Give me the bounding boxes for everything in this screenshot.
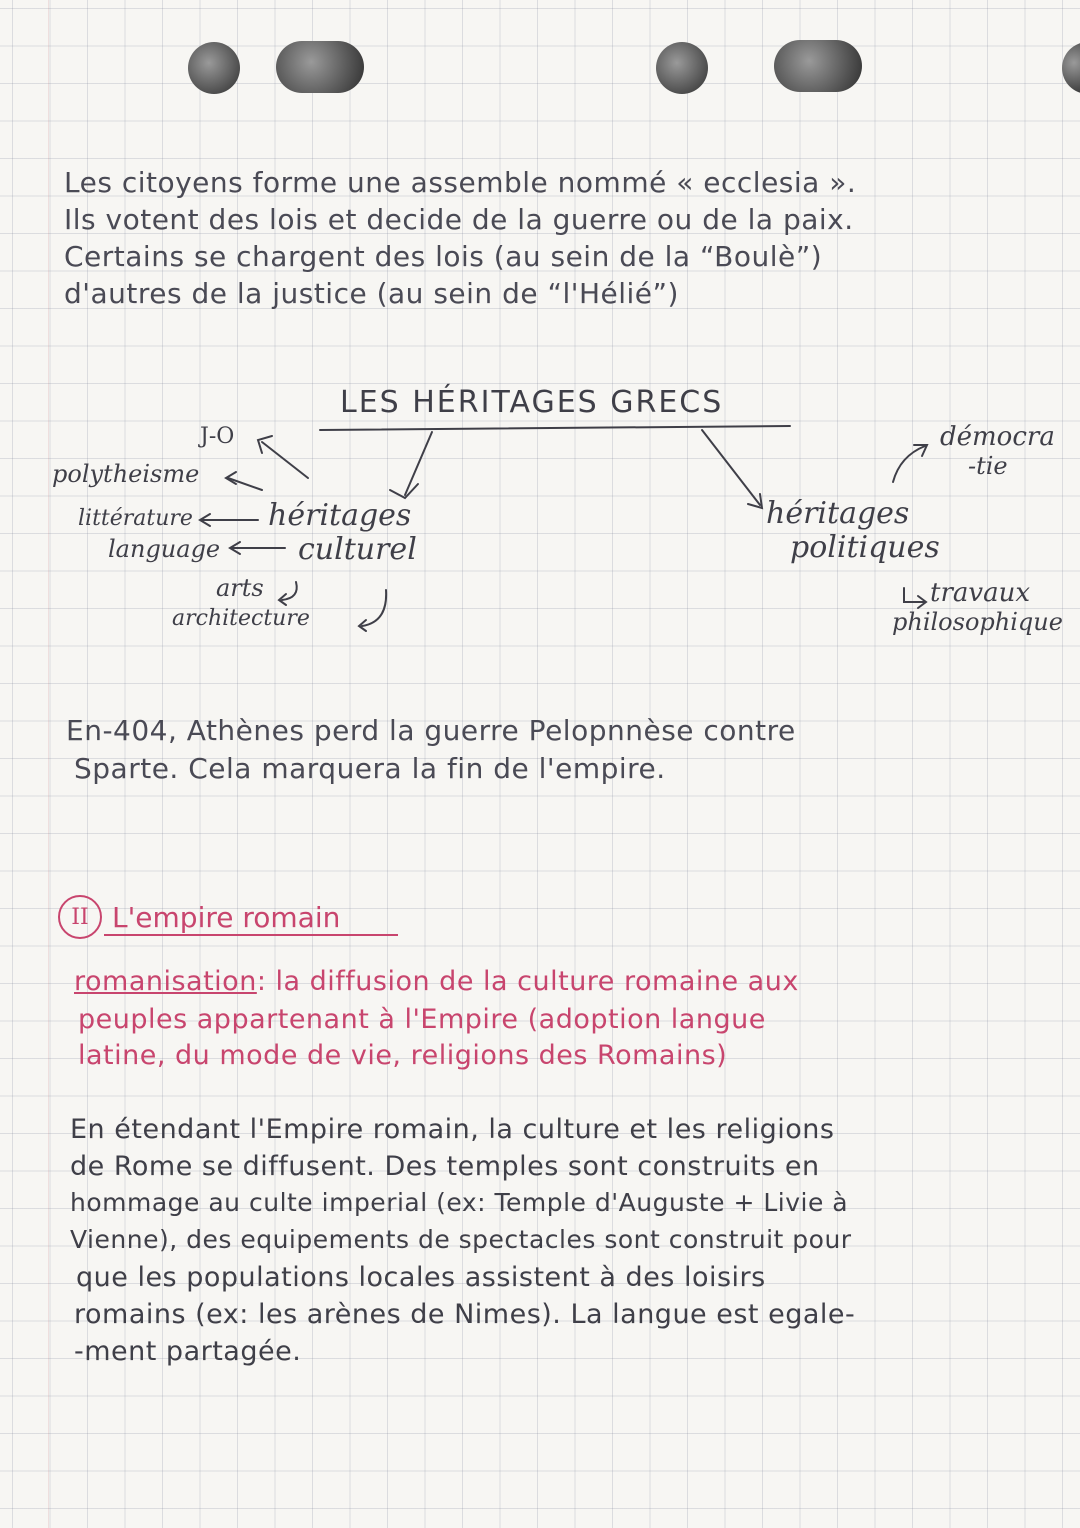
definition-text: : la diffusion de la culture romaine aux [256, 966, 799, 997]
athens-line: En-404, Athènes perd la guerre Pelopnnèse contre [66, 714, 796, 747]
roman-line: hommage au culte imperial (ex: Temple d'Auguste + Livie à [70, 1188, 849, 1217]
item-philosophique: philosophique [892, 608, 1063, 636]
roman-line: Vienne), des equipements de spectacles sont construit pour [70, 1225, 852, 1254]
political-heritage-label: héritages [766, 496, 910, 531]
roman-line: En étendant l'Empire romain, la culture et les religions [70, 1114, 835, 1145]
section-heading [58, 895, 340, 939]
cultural-heritage-label: culturel [298, 532, 417, 567]
roman-line: que les populations locales assistent à des loisirs [76, 1262, 766, 1293]
definition-term: romanisation [74, 966, 257, 997]
intro-line: Les citoyens forme une assemble nommé « ecclesia ». [64, 166, 857, 199]
item-democratie: démocra [940, 422, 1055, 452]
definition-line: latine, du mode de vie, religions des Romains) [78, 1040, 728, 1071]
item-travaux: travaux [930, 578, 1030, 608]
item-architecture: architecture [172, 606, 310, 631]
section-title-underline [104, 934, 398, 936]
mindmap-title: LES HÉRITAGES GRECS [340, 385, 724, 420]
definition-line [74, 966, 799, 997]
section-numeral: II [58, 895, 102, 939]
item-arts: arts [216, 574, 264, 602]
item-litterature: littérature [78, 506, 193, 531]
intro-line: d'autres de la justice (au sein de “l'Hélié”) [64, 277, 679, 310]
item-jo: J-O [200, 424, 235, 449]
cultural-heritage-label: héritages [268, 498, 412, 533]
definition-line: peuples appartenant à l'Empire (adoption langue [78, 1004, 766, 1035]
roman-line: -ment partagée. [74, 1336, 302, 1367]
item-polytheisme: polytheisme [52, 460, 200, 488]
intro-line: Certains se chargent des lois (au sein de la “Boulè”) [64, 240, 823, 273]
athens-line: Sparte. Cela marquera la fin de l'empire. [74, 752, 666, 785]
political-heritage-label: politiques [790, 530, 940, 565]
item-democratie: -tie [968, 452, 1008, 480]
roman-line: romains (ex: les arènes de Nimes). La langue est egale- [74, 1299, 856, 1330]
section-title: L'empire romain [112, 900, 341, 934]
roman-line: de Rome se diffusent. Des temples sont construits en [70, 1151, 820, 1182]
item-language: language [108, 535, 221, 563]
intro-line: Ils votent des lois et decide de la guerre ou de la paix. [64, 203, 854, 236]
